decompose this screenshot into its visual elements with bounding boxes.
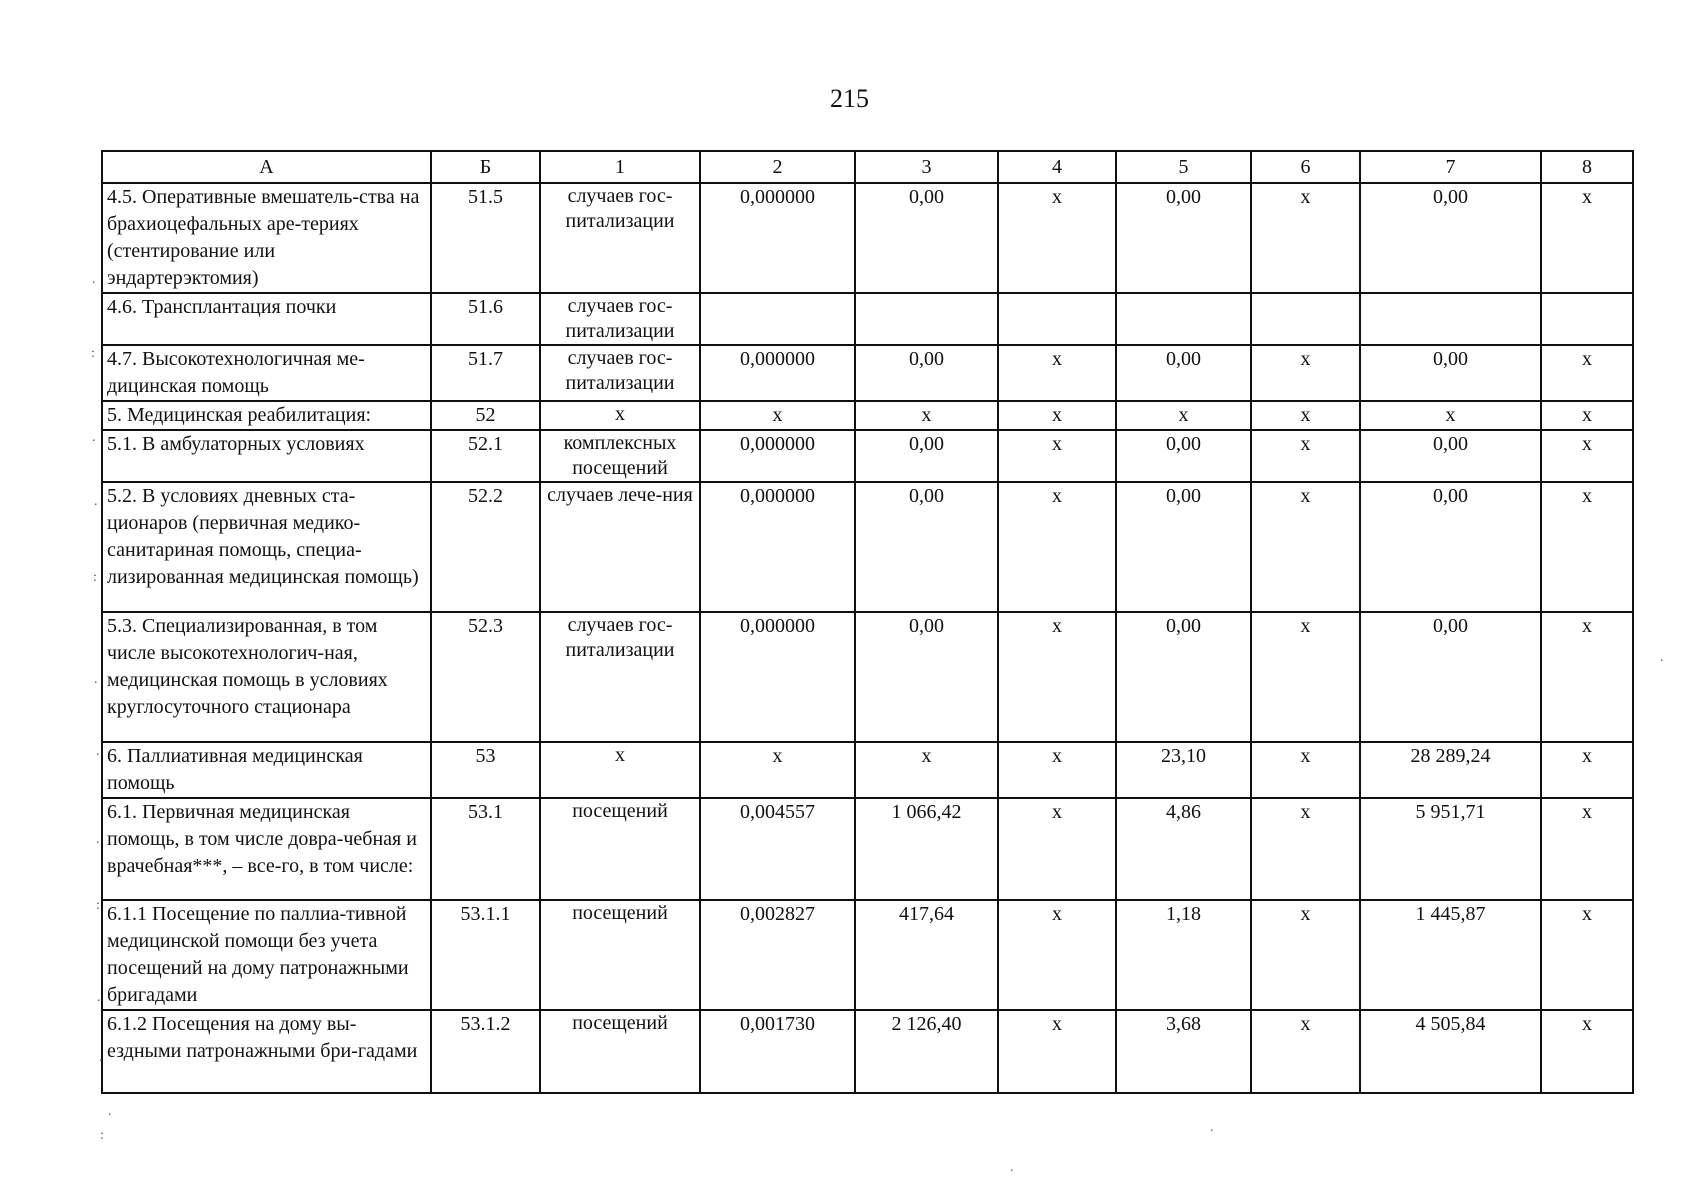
table-row: [102, 293, 1633, 345]
value-cell-col-4: x: [998, 183, 1116, 293]
row-name-cell: 6.1. Первичная медицинская помощь, в том числе довра-чебная и врачебная***, – все-го, в том числе:: [102, 798, 431, 900]
row-name-cell: 5. Медицинская реабилитация:: [102, 401, 431, 430]
value-cell-col-7: 0,00: [1360, 345, 1541, 401]
value-cell-col-3: x: [855, 742, 998, 798]
value-cell-col-5: 0,00: [1116, 345, 1251, 401]
value-cell-col-5: 0,00: [1116, 612, 1251, 742]
row-code-cell: 53.1.2: [431, 1010, 540, 1093]
value-cell-col-2: 0,004557: [700, 798, 855, 900]
value-cell-col-8: x: [1541, 900, 1633, 1010]
row-code-cell: 52: [431, 401, 540, 430]
value-cell-col-4: x: [998, 1010, 1116, 1093]
row-code-cell: 51.7: [431, 345, 540, 401]
value-cell-col-2: 0,000000: [700, 430, 855, 482]
row-name-cell: 5.1. В амбулаторных условиях: [102, 430, 431, 482]
value-cell-col-6: x: [1251, 612, 1360, 742]
table-row: [102, 401, 1633, 430]
row-code-cell: 52.2: [431, 482, 540, 612]
column-header-b: Б: [431, 151, 540, 183]
value-cell-col-6: x: [1251, 430, 1360, 482]
value-cell-col-5: 23,10: [1116, 742, 1251, 798]
table-row: [102, 430, 1633, 482]
value-cell-col-7: 0,00: [1360, 183, 1541, 293]
value-cell-col-2: 0,000000: [700, 183, 855, 293]
value-cell-col-7: x: [1360, 401, 1541, 430]
column-header-3: 3: [855, 151, 998, 183]
value-cell-col-7: 1 445,87: [1360, 900, 1541, 1010]
value-cell-col-8: x: [1541, 345, 1633, 401]
row-name-cell: 4.5. Оперативные вмешатель-ства на брахиоцефальных арe-териях (стентирование или эндартерэктомия): [102, 183, 431, 293]
value-cell-col-3: x: [855, 401, 998, 430]
value-cell-col-7: [1360, 293, 1541, 345]
column-header-4: 4: [998, 151, 1116, 183]
value-cell-col-6: x: [1251, 183, 1360, 293]
value-cell-col-5: 0,00: [1116, 183, 1251, 293]
row-unit-cell: случаев гос-питализации: [540, 345, 700, 401]
value-cell-col-3: 0,00: [855, 430, 998, 482]
value-cell-col-6: x: [1251, 900, 1360, 1010]
row-name-cell: 4.6. Трансплантация почки: [102, 293, 431, 345]
row-unit-cell: посещений: [540, 900, 700, 1010]
row-unit-cell: случаев гос-питализации: [540, 293, 700, 345]
value-cell-col-3: 0,00: [855, 482, 998, 612]
row-unit-cell: x: [540, 401, 700, 430]
row-code-cell: 52.1: [431, 430, 540, 482]
table-row: [102, 612, 1633, 742]
value-cell-col-7: 0,00: [1360, 430, 1541, 482]
column-header-a: А: [102, 151, 431, 183]
value-cell-col-2: 0,000000: [700, 345, 855, 401]
value-cell-col-2: 0,000000: [700, 482, 855, 612]
column-header-6: 6: [1251, 151, 1360, 183]
value-cell-col-8: x: [1541, 1010, 1633, 1093]
value-cell-col-8: x: [1541, 798, 1633, 900]
row-name-cell: 5.3. Специализированная, в том числе высокотехнологич-ная, медицинская помощь в условиях круглосуточного стационара: [102, 612, 431, 742]
value-cell-col-3: 0,00: [855, 345, 998, 401]
row-unit-cell: случаев гос-питализации: [540, 612, 700, 742]
value-cell-col-8: x: [1541, 430, 1633, 482]
value-cell-col-8: x: [1541, 401, 1633, 430]
row-code-cell: 51.5: [431, 183, 540, 293]
column-header-7: 7: [1360, 151, 1541, 183]
value-cell-col-8: [1541, 293, 1633, 345]
table-row: [102, 183, 1633, 293]
value-cell-col-4: x: [998, 430, 1116, 482]
value-cell-col-2: x: [700, 401, 855, 430]
row-unit-cell: посещений: [540, 798, 700, 900]
value-cell-col-6: x: [1251, 482, 1360, 612]
value-cell-col-5: 0,00: [1116, 430, 1251, 482]
value-cell-col-8: x: [1541, 742, 1633, 798]
table-row: [102, 900, 1633, 1010]
row-name-cell: 4.7. Высокотехнологичная ме-дицинская помощь: [102, 345, 431, 401]
value-cell-col-3: 417,64: [855, 900, 998, 1010]
value-cell-col-2: x: [700, 742, 855, 798]
value-cell-col-5: 0,00: [1116, 482, 1251, 612]
value-cell-col-7: 0,00: [1360, 482, 1541, 612]
value-cell-col-3: 0,00: [855, 183, 998, 293]
data-table: [101, 150, 1634, 1094]
value-cell-col-2: 0,000000: [700, 612, 855, 742]
value-cell-col-2: [700, 293, 855, 345]
value-cell-col-3: 0,00: [855, 612, 998, 742]
row-unit-cell: комплексных посещений: [540, 430, 700, 482]
column-header-1: 1: [540, 151, 700, 183]
value-cell-col-5: x: [1116, 401, 1251, 430]
row-code-cell: 51.6: [431, 293, 540, 345]
value-cell-col-6: x: [1251, 742, 1360, 798]
row-name-cell: 6.1.1 Посещение по паллиа-тивной медицинской помощи без учета посещений на дому патронажными бригадами: [102, 900, 431, 1010]
value-cell-col-5: 4,86: [1116, 798, 1251, 900]
row-code-cell: 52.3: [431, 612, 540, 742]
page-number: 215: [830, 84, 869, 113]
table-row: [102, 1010, 1633, 1093]
value-cell-col-4: x: [998, 900, 1116, 1010]
value-cell-col-7: 0,00: [1360, 612, 1541, 742]
column-header-2: 2: [700, 151, 855, 183]
value-cell-col-4: [998, 293, 1116, 345]
row-code-cell: 53.1: [431, 798, 540, 900]
value-cell-col-4: x: [998, 742, 1116, 798]
value-cell-col-4: x: [998, 612, 1116, 742]
value-cell-col-6: x: [1251, 345, 1360, 401]
table-row: [102, 742, 1633, 798]
row-unit-cell: посещений: [540, 1010, 700, 1093]
value-cell-col-4: x: [998, 401, 1116, 430]
value-cell-col-4: x: [998, 798, 1116, 900]
value-cell-col-5: [1116, 293, 1251, 345]
column-header-8: 8: [1541, 151, 1633, 183]
value-cell-col-3: [855, 293, 998, 345]
row-name-cell: 5.2. В условиях дневных ста-ционаров (первичная медико-санитариная помощь, специа-лизированная медицинская помощь): [102, 482, 431, 612]
row-code-cell: 53.1.1: [431, 900, 540, 1010]
value-cell-col-4: x: [998, 482, 1116, 612]
value-cell-col-7: 5 951,71: [1360, 798, 1541, 900]
row-unit-cell: случаев гос-питализации: [540, 183, 700, 293]
value-cell-col-6: x: [1251, 1010, 1360, 1093]
value-cell-col-3: 1 066,42: [855, 798, 998, 900]
value-cell-col-3: 2 126,40: [855, 1010, 998, 1093]
row-name-cell: 6.1.2 Посещения на дому вы-ездными патронажными бри-гадами: [102, 1010, 431, 1093]
value-cell-col-2: 0,001730: [700, 1010, 855, 1093]
value-cell-col-7: 28 289,24: [1360, 742, 1541, 798]
value-cell-col-5: 3,68: [1116, 1010, 1251, 1093]
table-body: [102, 183, 1633, 1093]
value-cell-col-7: 4 505,84: [1360, 1010, 1541, 1093]
value-cell-col-8: x: [1541, 612, 1633, 742]
value-cell-col-6: x: [1251, 798, 1360, 900]
table-row: [102, 345, 1633, 401]
value-cell-col-8: x: [1541, 482, 1633, 612]
value-cell-col-8: x: [1541, 183, 1633, 293]
value-cell-col-4: x: [998, 345, 1116, 401]
row-name-cell: 6. Паллиативная медицинская помощь: [102, 742, 431, 798]
table-row: [102, 482, 1633, 612]
table-row: [102, 798, 1633, 900]
value-cell-col-6: x: [1251, 401, 1360, 430]
value-cell-col-6: [1251, 293, 1360, 345]
row-code-cell: 53: [431, 742, 540, 798]
table-header-row: [102, 151, 1633, 183]
row-unit-cell: x: [540, 742, 700, 798]
value-cell-col-5: 1,18: [1116, 900, 1251, 1010]
row-unit-cell: случаев лече-ния: [540, 482, 700, 612]
column-header-5: 5: [1116, 151, 1251, 183]
value-cell-col-2: 0,002827: [700, 900, 855, 1010]
